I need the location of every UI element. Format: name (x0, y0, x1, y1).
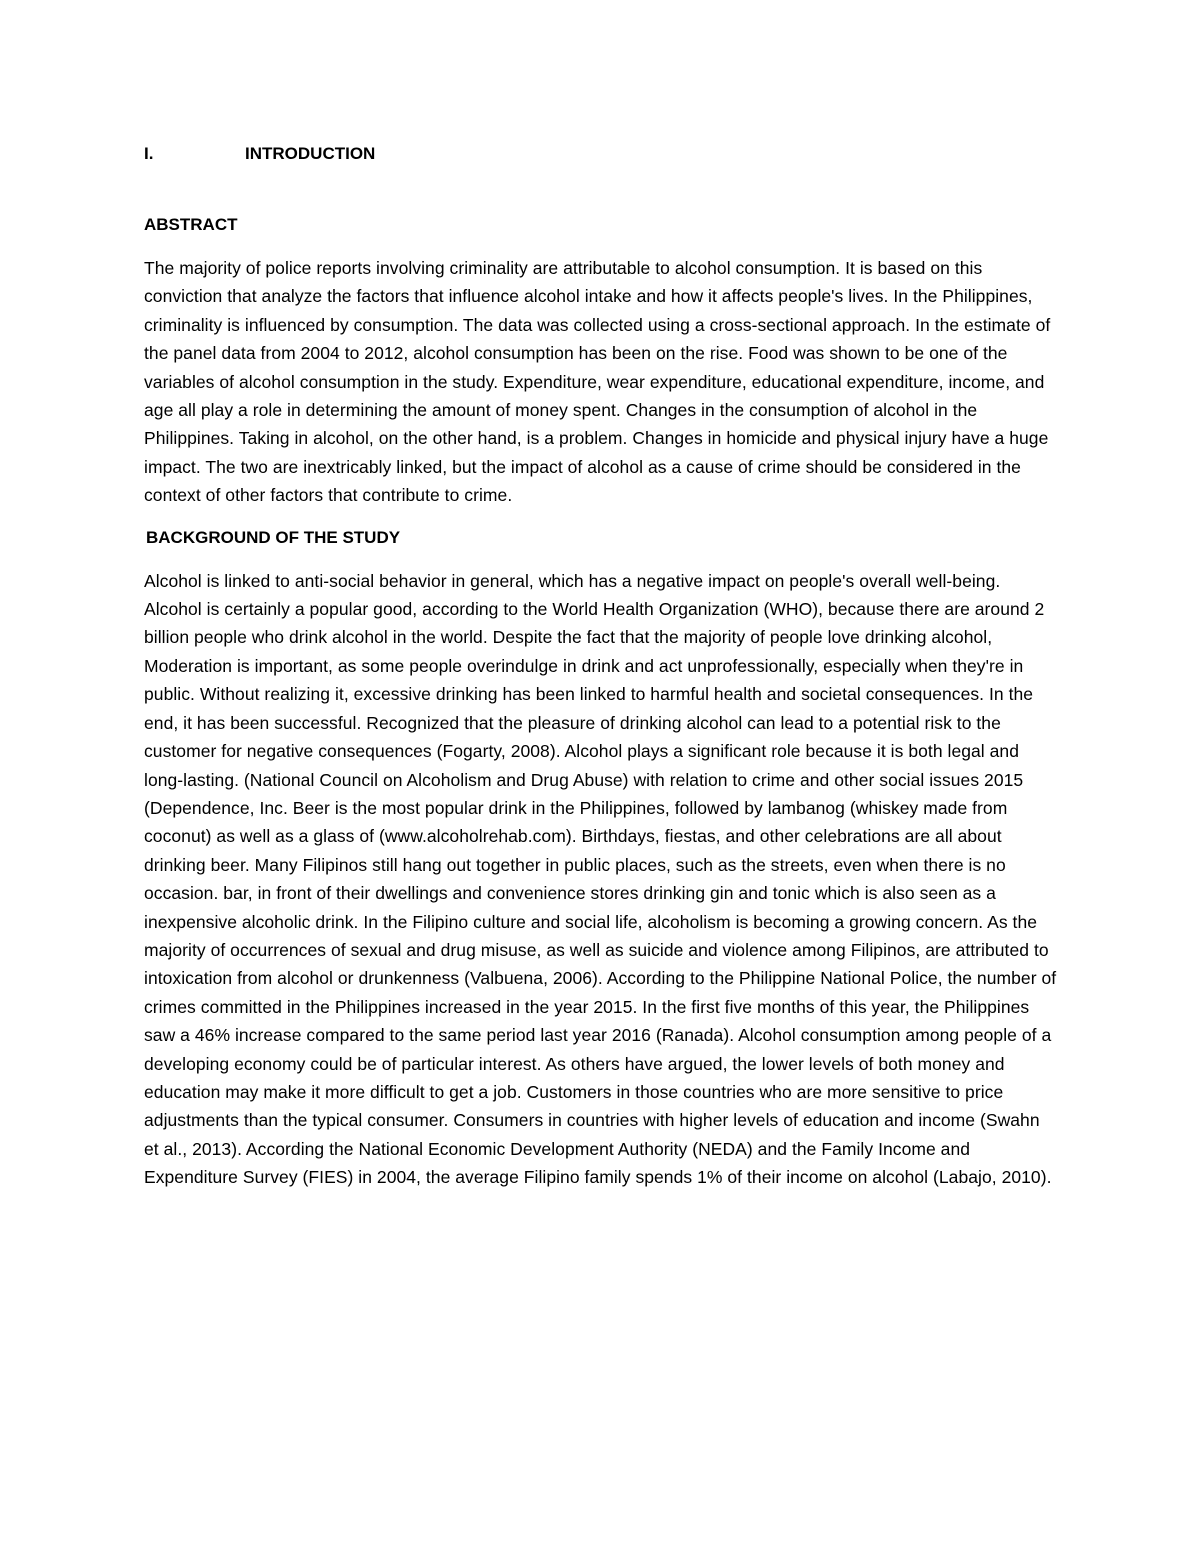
background-paragraph: Alcohol is linked to anti-social behavior in general, which has a negative impact on people's overall well-being. Alcohol is certainly a popular good, according to the World Health Organization (WHO), because there are around 2 billion people who drink alcohol in the world. Despite the fact that the majority of people love drinking alcohol, Moderation is important, as some people overindulge in drink and act unprofessionally, especially when they're in public. Without realizing it, excessive drinking has been linked to harmful health and societal consequences. In the end, it has been successful. Recognized that the pleasure of drinking alcohol can lead to a potential risk to the customer for negative consequences (Fogarty, 2008). Alcohol plays a significant role because it is both legal and long-lasting. (National Council on Alcoholism and Drug Abuse) with relation to crime and other social issues 2015 (Dependence, Inc. Beer is the most popular drink in the Philippines, followed by lambanog (whiskey made from coconut) as well as a glass of (www.alcoholrehab.com). Birthdays, fiestas, and other celebrations are all about drinking beer. Many Filipinos still hang out together in public places, such as the streets, even when there is no occasion. bar, in front of their dwellings and convenience stores drinking gin and tonic which is also seen as a inexpensive alcoholic drink. In the Filipino culture and social life, alcoholism is becoming a growing concern. As the majority of occurrences of sexual and drug misuse, as well as suicide and violence among Filipinos, are attributed to intoxication from alcohol or drunkenness (Valbuena, 2006). According to the Philippine National Police, the number of crimes committed in the Philippines increased in the year 2015. In the first five months of this year, the Philippines saw a 46% increase compared to the same period last year 2016 (Ranada). Alcohol consumption among people of a developing economy could be of particular interest. As others have argued, the lower levels of both money and education may make it more difficult to get a job. Customers in those countries who are more sensitive to price adjustments than the typical consumer. Consumers in countries with higher levels of education and income (Swahn et al., 2013). According the National Economic Development Authority (NEDA) and the Family Income and Expenditure Survey (FIES) in 2004, the average Filipino family spends 1% of their income on alcohol (Labajo, 2010). (144, 570, 1057, 1188)
abstract-heading: ABSTRACT (144, 215, 238, 234)
section-heading (144, 140, 1059, 168)
section-title: INTRODUCTION (245, 144, 376, 163)
document-body (144, 140, 1059, 1192)
abstract-paragraph: The majority of police reports involving criminality are attributable to alcohol consumption. It is based on this conviction that analyze the factors that influence alcohol intake and how it affects people's lives. In the Philippines, criminality is influenced by consumption. The data was collected using a cross-sectional approach. In the estimate of the panel data from 2004 to 2012, alcohol consumption has been on the rise. Food was shown to be one of the variables of alcohol consumption in the study. Expenditure, wear expenditure, educational expenditure, income, and age all play a role in determining the amount of money spent. Changes in the consumption of alcohol in the Philippines. Taking in alcohol, on the other hand, is a problem. Changes in homicide and physical injury have a huge impact. The two are inextricably linked, but the impact of alcohol as a cause of crime should be considered in the context of other factors that contribute to crime. (144, 258, 1051, 506)
background-heading: BACKGROUND OF THE STUDY (146, 527, 401, 547)
section-number: I. (144, 144, 154, 163)
